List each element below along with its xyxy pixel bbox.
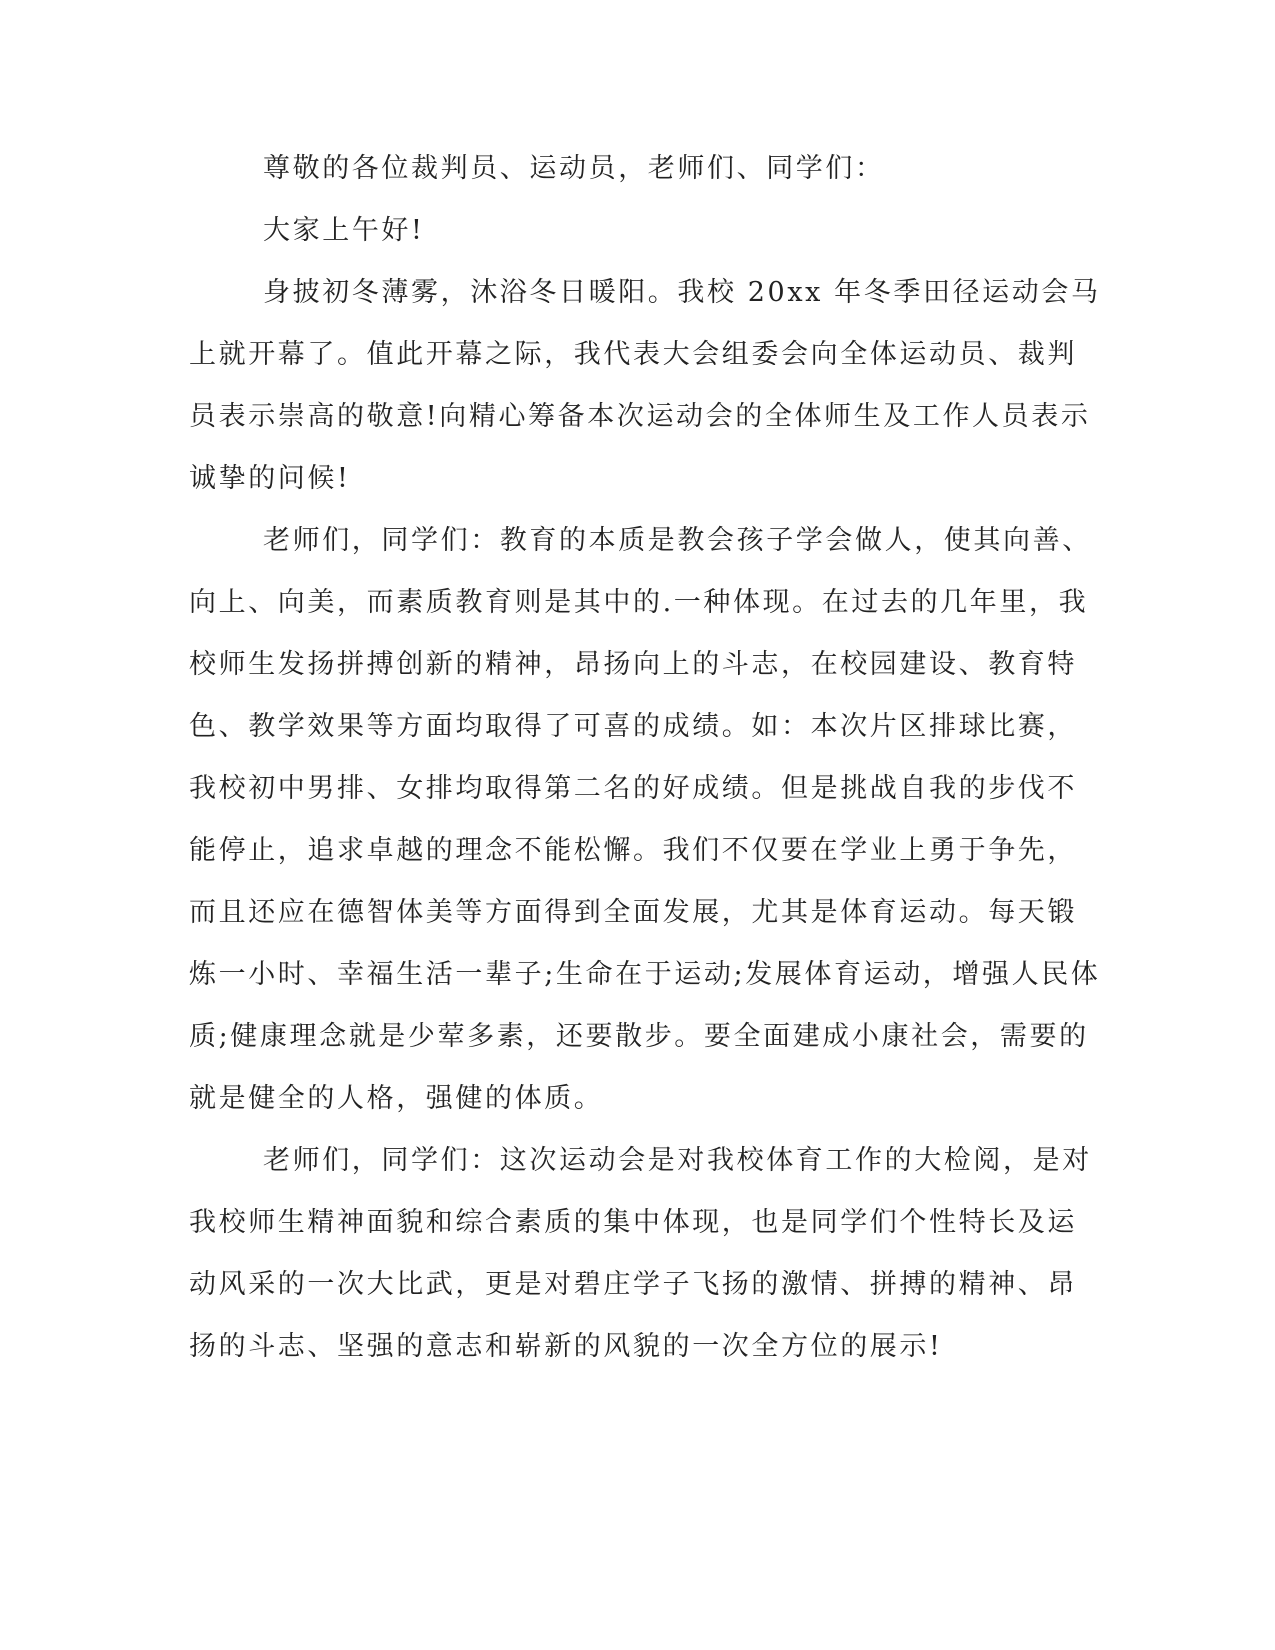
paragraph-1-line-4: 诚挚的问候! (189, 463, 351, 494)
paragraph-2-line-7: 而且还应在德智体美等方面得到全面发展，尤其是体育运动。每天锻 (189, 897, 1077, 928)
greeting-line: 大家上午好! (263, 215, 425, 246)
paragraph-3-line-4: 扬的斗志、坚强的意志和崭新的风貌的一次全方位的展示! (189, 1331, 943, 1362)
paragraph-2-line-8: 炼一小时、幸福生活一辈子;生命在于运动;发展体育运动，增强人民体 (189, 959, 1101, 990)
salutation-line: 尊敬的各位裁判员、运动员，老师们、同学们： (263, 153, 885, 184)
paragraph-1-line-2: 上就开幕了。值此开幕之际，我代表大会组委会向全体运动员、裁判 (189, 339, 1077, 370)
paragraph-2-line-10: 就是健全的人格，强健的体质。 (189, 1083, 604, 1114)
paragraph-3-line-1: 老师们，同学们：这次运动会是对我校体育工作的大检阅，是对 (263, 1145, 1092, 1176)
paragraph-2-line-2: 向上、向美，而素质教育则是其中的.一种体现。在过去的几年里，我 (189, 587, 1089, 618)
paragraph-2-line-9: 质;健康理念就是少荤多素，还要散步。要全面建成小康社会，需要的 (189, 1021, 1089, 1052)
speech-body (189, 138, 1101, 1378)
paragraph-2-line-4: 色、教学效果等方面均取得了可喜的成绩。如：本次片区排球比赛， (189, 711, 1077, 742)
paragraph-3-line-3: 动风采的一次大比武，更是对碧庄学子飞扬的激情、拼搏的精神、昂 (189, 1269, 1077, 1300)
paragraph-3-line-2: 我校师生精神面貌和综合素质的集中体现，也是同学们个性特长及运 (189, 1207, 1077, 1238)
paragraph-2-line-5: 我校初中男排、女排均取得第二名的好成绩。但是挑战自我的步伐不 (189, 773, 1077, 804)
paragraph-2-line-6: 能停止，追求卓越的理念不能松懈。我们不仅要在学业上勇于争先， (189, 835, 1077, 866)
paragraph-1-line-1: 身披初冬薄雾，沐浴冬日暖阳。我校 20xx 年冬季田径运动会马 (263, 277, 1101, 308)
paragraph-2-line-3: 校师生发扬拼搏创新的精神，昂扬向上的斗志，在校园建设、教育特 (189, 649, 1077, 680)
paragraph-2-line-1: 老师们，同学们：教育的本质是教会孩子学会做人，使其向善、 (263, 525, 1092, 556)
paragraph-1-line-3: 员表示崇高的敬意!向精心筹备本次运动会的全体师生及工作人员表示 (189, 401, 1091, 432)
